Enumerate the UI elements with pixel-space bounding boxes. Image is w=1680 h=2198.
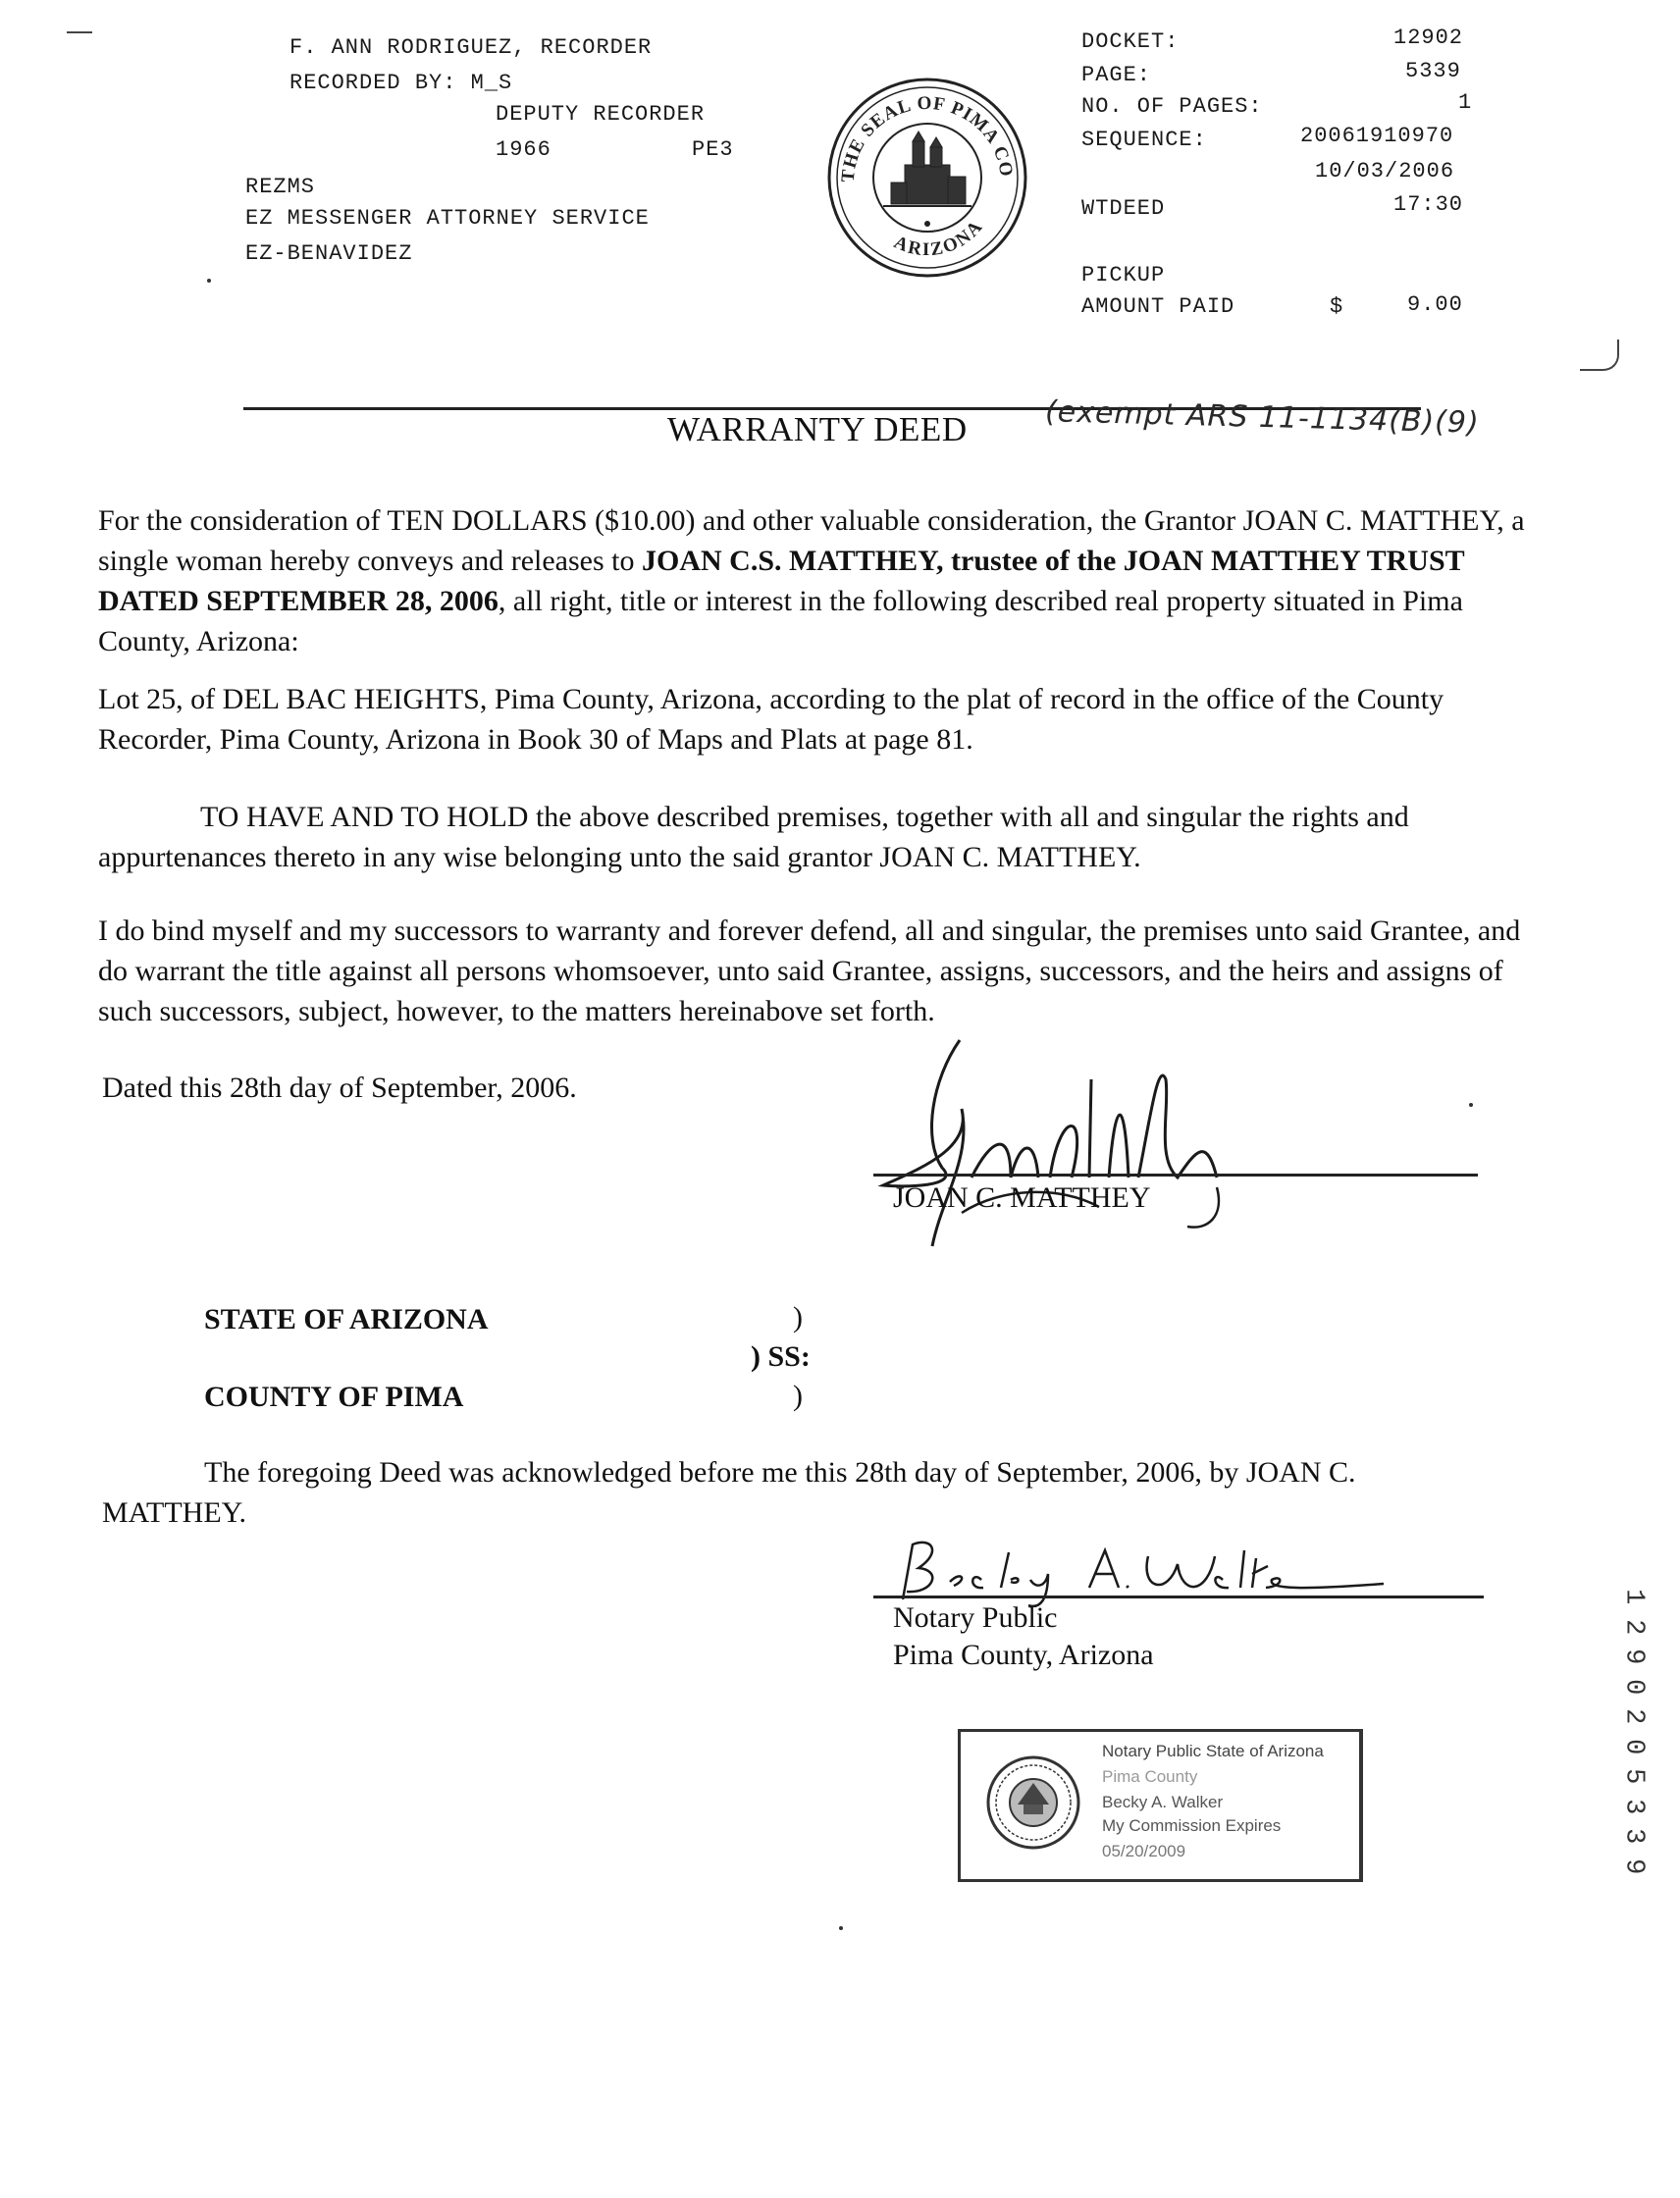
speck-dot (207, 279, 211, 283)
habendum-clause: TO HAVE AND TO HOLD the above described premises, together with all and singular the rights and appurtenances thereto in any wise belonging unto the said grantor JOAN C. MATTHEY. (98, 801, 1409, 873)
recorder-code-a: 1966 (496, 137, 551, 162)
sequence-value: 20061910970 (1300, 124, 1454, 148)
notary-stamp (958, 1729, 1363, 1882)
pickup-label: PICKUP (1081, 263, 1166, 288)
exempt-handwritten-note: (exempt ARS 11-1134(B)(9) (1044, 394, 1481, 441)
venue-ss: ) SS: (751, 1340, 811, 1373)
notary-seal-icon (984, 1753, 1082, 1852)
stamp-line-1: Notary Public State of Arizona (1102, 1742, 1324, 1760)
stamp-digit: 2 (1618, 1708, 1649, 1725)
corner-pen-mark (1580, 340, 1619, 371)
venue-paren-top: ) (793, 1301, 803, 1334)
dated-line: Dated this 28th day of September, 2006. (102, 1072, 577, 1104)
stamp-digit: 0 (1618, 1738, 1649, 1754)
seal-icon (824, 75, 1030, 281)
seal-top-text: THE SEAL OF PIMA CO (837, 92, 1018, 183)
stamp-digit: 1 (1618, 1589, 1649, 1605)
stamp-digit: 3 (1618, 1828, 1649, 1845)
page-value: 5339 (1405, 59, 1461, 83)
margin-mark (67, 31, 92, 33)
speck-dot (839, 1926, 843, 1930)
stamp-digit: 0 (1618, 1678, 1649, 1695)
amount-value: 9.00 (1407, 292, 1463, 317)
pages-value: 1 (1458, 90, 1473, 115)
recorder-code-b: PE3 (692, 137, 734, 162)
recorded-date: 10/03/2006 (1315, 159, 1455, 183)
stamp-line-3: Becky A. Walker (1102, 1793, 1224, 1811)
deed-title: WARRANTY DEED (667, 410, 968, 448)
notary-title: Notary Public (893, 1601, 1058, 1634)
speck-dot (1469, 1103, 1473, 1107)
stamp-digit: 9 (1618, 1858, 1649, 1874)
stamp-line-4: My Commission Expires (1102, 1816, 1282, 1835)
recorder-name: F. ANN RODRIGUEZ, RECORDER (289, 35, 653, 60)
grantee-name: JOAN C.S. MATTHEY, trustee of the JOAN MATTHEY TRUST DATED SEPTEMBER 28, 2006 (98, 545, 1465, 617)
amount-currency: $ (1330, 294, 1344, 319)
rezms-code: REZMS (245, 175, 316, 199)
venue-state: STATE OF ARIZONA (204, 1303, 489, 1335)
venue-paren-bottom: ) (793, 1380, 803, 1412)
stamp-digit: 3 (1618, 1798, 1649, 1814)
seal-bottom-text: ARIZONA (890, 215, 988, 261)
conveyance-text-b: , all right, title or interest in the following described real property situated in Pima County, Arizona: (98, 585, 1463, 657)
deputy-recorder: DEPUTY RECORDER (496, 102, 706, 127)
recorded-by: RECORDED BY: M_S (289, 71, 513, 95)
stamp-digit: 2 (1618, 1618, 1649, 1635)
grantor-signature (864, 1020, 1256, 1256)
vertical-docket-stamp (1613, 1582, 1653, 1881)
conveyance-paragraph (98, 500, 1541, 661)
page-label: PAGE: (1081, 63, 1152, 87)
conveyance-text-a: For the consideration of TEN DOLLARS ($10.00) and other valuable consideration, the Grantor JOAN C. MATTHEY, a single woman hereby conveys and releases to (98, 504, 1525, 577)
messenger-service: EZ MESSENGER ATTORNEY SERVICE (245, 206, 650, 231)
stamp-line-5: 05/20/2009 (1102, 1842, 1186, 1860)
docket-label: DOCKET: (1081, 29, 1180, 54)
acknowledgment-text: The foregoing Deed was acknowledged before me this 28th day of September, 2006, by JOAN C. MATTHEY. (102, 1456, 1356, 1529)
recorded-time: 17:30 (1393, 192, 1464, 217)
stamp-line-2: Pima County (1102, 1767, 1198, 1786)
notary-location: Pima County, Arizona (893, 1639, 1154, 1671)
stamp-digit: 5 (1618, 1768, 1649, 1785)
county-seal (824, 75, 1030, 281)
grantor-signature-line (873, 1174, 1478, 1177)
venue-county: COUNTY OF PIMA (204, 1381, 464, 1413)
messenger-contact: EZ-BENAVIDEZ (245, 241, 413, 266)
warranty-clause: I do bind myself and my successors to warranty and forever defend, all and singular, the premises unto said Grantee, and do warrant the title against all persons whomsoever, unto said Grantee, assigns, successors, and the heirs and assigns of such successors, subject, however, to the matters hereinabove set forth. (98, 915, 1521, 1027)
svg-text:ARIZONA (891, 216, 988, 260)
grantor-name: JOAN C. MATTHEY (893, 1181, 1151, 1214)
doc-type: WTDEED (1081, 196, 1166, 221)
pages-label: NO. OF PAGES: (1081, 94, 1263, 119)
sequence-label: SEQUENCE: (1081, 128, 1207, 152)
notary-signature-line (873, 1596, 1484, 1598)
docket-value: 12902 (1393, 26, 1464, 50)
stamp-digit: 9 (1618, 1648, 1649, 1665)
amount-label: AMOUNT PAID (1081, 294, 1235, 319)
legal-description: Lot 25, of DEL BAC HEIGHTS, Pima County, Arizona, according to the plat of record in the office of the County Recorder, Pima County, Arizona in Book 30 of Maps and Plats at page 81. (98, 683, 1444, 756)
